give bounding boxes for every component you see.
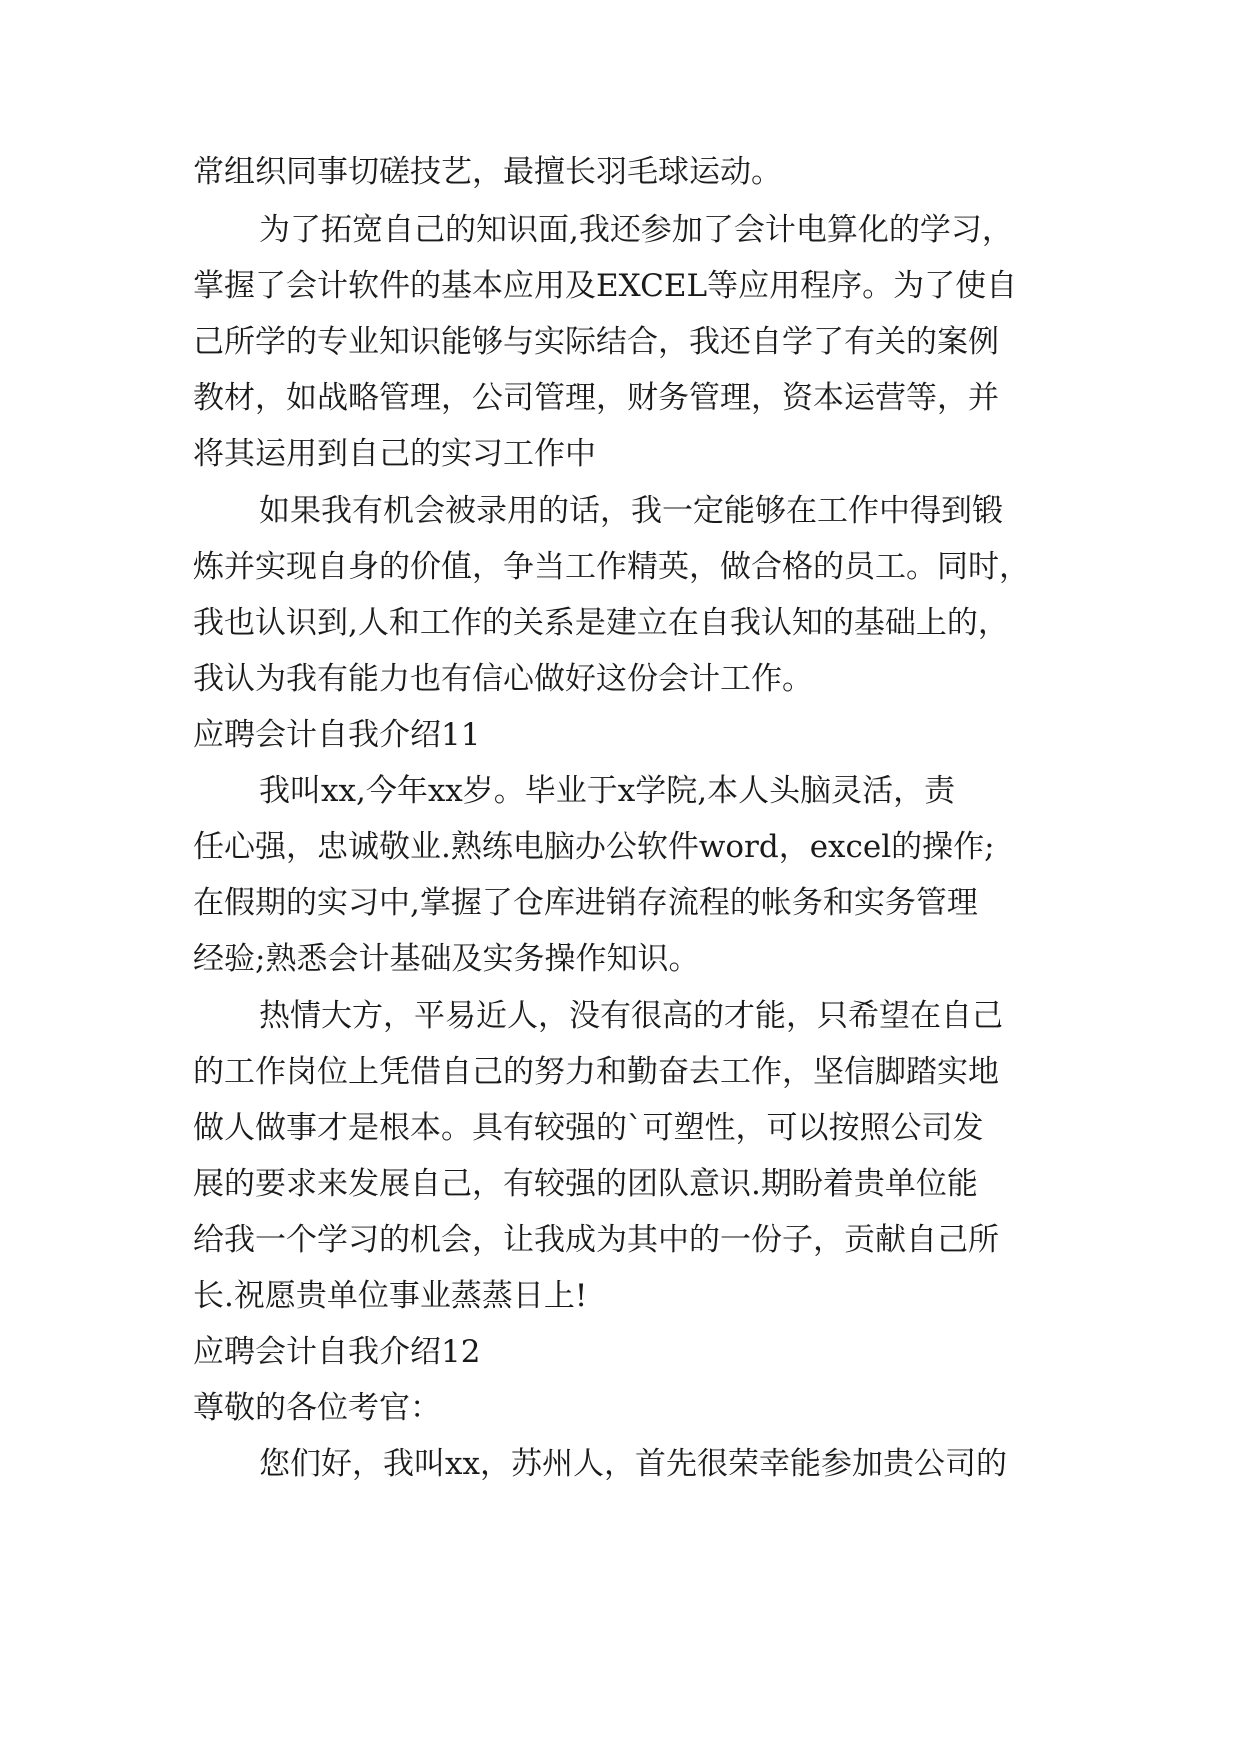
paragraph-first-line: 您们好，我叫xx，苏州人，首先很荣幸能参加贵公司的 [259, 1446, 1007, 1482]
text-line: 掌握了会计软件的基本应用及EXCEL等应用程序。为了使自 [193, 268, 1018, 304]
paragraph-first-line: 热情大方，平易近人，没有很高的才能，只希望在自己 [259, 998, 1003, 1034]
text-line: 教材，如战略管理，公司管理，财务管理，资本运营等，并 [193, 380, 999, 416]
paragraph-first-line: 我叫xx,今年xx岁。毕业于x学院,本人头脑灵活，责 [259, 773, 956, 809]
section-heading: 应聘会计自我介绍12 [193, 1334, 481, 1370]
text-line: 展的要求来发展自己，有较强的团队意识.期盼着贵单位能 [193, 1166, 978, 1202]
paragraph-first-line: 如果我有机会被录用的话，我一定能够在工作中得到锻 [259, 493, 1003, 529]
text-line: 的工作岗位上凭借自己的努力和勤奋去工作，坚信脚踏实地 [193, 1054, 999, 1090]
text-line: 将其运用到自己的实习工作中 [193, 436, 596, 472]
text-line: 己所学的专业知识能够与实际结合，我还自学了有关的案例 [193, 324, 999, 360]
text-line: 长.祝愿贵单位事业蒸蒸日上! [193, 1278, 588, 1314]
salutation: 尊敬的各位考官： [193, 1390, 441, 1426]
text-line: 经验;熟悉会计基础及实务操作知识。 [193, 941, 700, 977]
paragraph-first-line: 为了拓宽自己的知识面,我还参加了会计电算化的学习， [259, 212, 1013, 248]
text-line: 任心强，忠诚敬业.熟练电脑办公软件word，excel的操作; [193, 829, 995, 865]
text-line: 做人做事才是根本。具有较强的`可塑性，可以按照公司发 [193, 1110, 984, 1146]
text-line: 我也认识到,人和工作的关系是建立在自我认知的基础上的， [193, 605, 1009, 641]
text-line: 常组织同事切磋技艺，最擅长羽毛球运动。 [193, 154, 782, 190]
text-line: 我认为我有能力也有信心做好这份会计工作。 [193, 661, 813, 697]
section-heading: 应聘会计自我介绍11 [193, 717, 481, 753]
text-line: 炼并实现自身的价值，争当工作精英，做合格的员工。同时， [193, 549, 1030, 585]
text-line: 给我一个学习的机会，让我成为其中的一份子，贡献自己所 [193, 1222, 999, 1258]
text-line: 在假期的实习中,掌握了仓库进销存流程的帐务和实务管理 [193, 885, 978, 921]
